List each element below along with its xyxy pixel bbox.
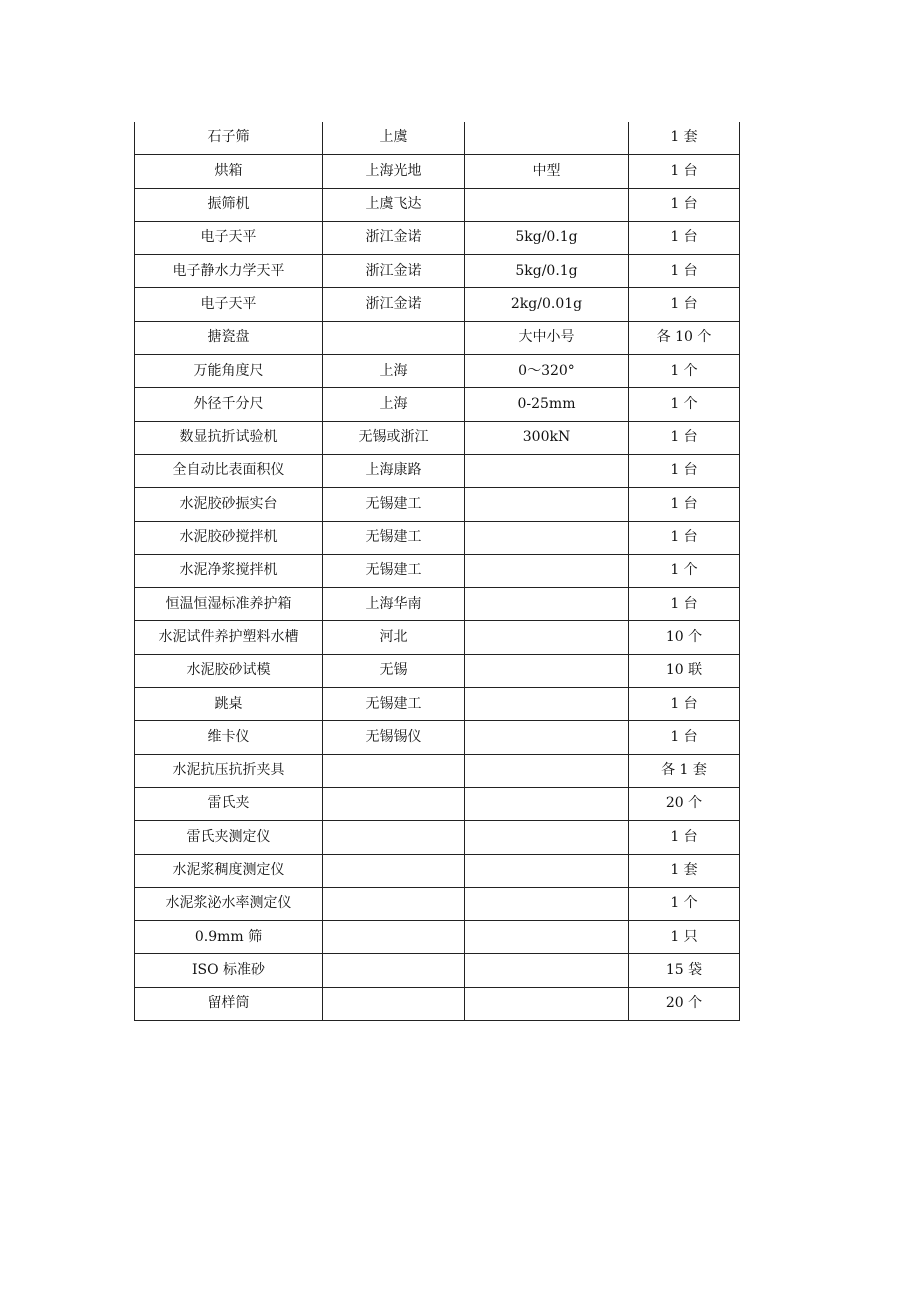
equipment-table-body xyxy=(135,122,740,1021)
quantity-cell: 1 台 xyxy=(629,155,740,188)
quantity-cell: 1 台 xyxy=(629,521,740,554)
manufacturer-cell: 上虞飞达 xyxy=(323,188,465,221)
quantity-cell: 1 个 xyxy=(629,355,740,388)
specification-cell: 2kg/0.01g xyxy=(465,288,629,321)
specification-cell xyxy=(465,921,629,954)
manufacturer-cell: 浙江金诺 xyxy=(323,255,465,288)
manufacturer-cell: 上海光地 xyxy=(323,155,465,188)
equipment-name-cell: 石子筛 xyxy=(135,122,323,155)
table-row xyxy=(135,887,740,920)
quantity-cell: 10 联 xyxy=(629,654,740,687)
table-row xyxy=(135,155,740,188)
manufacturer-cell xyxy=(323,921,465,954)
manufacturer-cell xyxy=(323,987,465,1020)
manufacturer-cell xyxy=(323,754,465,787)
specification-cell xyxy=(465,454,629,487)
manufacturer-cell: 上虞 xyxy=(323,122,465,155)
quantity-cell: 1 台 xyxy=(629,688,740,721)
table-row xyxy=(135,921,740,954)
manufacturer-cell xyxy=(323,787,465,820)
table-row xyxy=(135,954,740,987)
quantity-cell: 1 台 xyxy=(629,255,740,288)
quantity-cell: 各 10 个 xyxy=(629,321,740,354)
equipment-table xyxy=(134,122,740,1021)
quantity-cell: 1 台 xyxy=(629,454,740,487)
equipment-name-cell: 水泥浆泌水率测定仪 xyxy=(135,887,323,920)
equipment-name-cell: 水泥胶砂试模 xyxy=(135,654,323,687)
specification-cell: 5kg/0.1g xyxy=(465,221,629,254)
table-row xyxy=(135,787,740,820)
manufacturer-cell xyxy=(323,854,465,887)
specification-cell xyxy=(465,754,629,787)
table-row xyxy=(135,987,740,1020)
quantity-cell: 20 个 xyxy=(629,987,740,1020)
equipment-name-cell: ISO 标准砂 xyxy=(135,954,323,987)
quantity-cell: 1 台 xyxy=(629,721,740,754)
equipment-name-cell: 外径千分尺 xyxy=(135,388,323,421)
manufacturer-cell xyxy=(323,821,465,854)
equipment-name-cell: 电子天平 xyxy=(135,288,323,321)
table-row xyxy=(135,355,740,388)
specification-cell xyxy=(465,721,629,754)
quantity-cell: 1 套 xyxy=(629,854,740,887)
equipment-name-cell: 水泥胶砂振实台 xyxy=(135,488,323,521)
manufacturer-cell: 上海 xyxy=(323,355,465,388)
table-row xyxy=(135,554,740,587)
quantity-cell: 1 套 xyxy=(629,122,740,155)
manufacturer-cell: 上海康路 xyxy=(323,454,465,487)
table-row xyxy=(135,688,740,721)
specification-cell: 0-25mm xyxy=(465,388,629,421)
table-row xyxy=(135,521,740,554)
equipment-name-cell: 水泥浆稠度测定仪 xyxy=(135,854,323,887)
table-row xyxy=(135,388,740,421)
manufacturer-cell: 无锡或浙江 xyxy=(323,421,465,454)
specification-cell xyxy=(465,588,629,621)
table-row xyxy=(135,754,740,787)
specification-cell xyxy=(465,188,629,221)
table-row xyxy=(135,288,740,321)
equipment-name-cell: 雷氏夹 xyxy=(135,787,323,820)
equipment-name-cell: 烘箱 xyxy=(135,155,323,188)
specification-cell xyxy=(465,521,629,554)
table-row xyxy=(135,621,740,654)
equipment-name-cell: 电子静水力学天平 xyxy=(135,255,323,288)
specification-cell xyxy=(465,554,629,587)
manufacturer-cell xyxy=(323,887,465,920)
specification-cell xyxy=(465,688,629,721)
quantity-cell: 10 个 xyxy=(629,621,740,654)
quantity-cell: 1 台 xyxy=(629,421,740,454)
manufacturer-cell: 无锡 xyxy=(323,654,465,687)
quantity-cell: 1 台 xyxy=(629,221,740,254)
specification-cell: 0～320° xyxy=(465,355,629,388)
quantity-cell: 20 个 xyxy=(629,787,740,820)
quantity-cell: 1 个 xyxy=(629,887,740,920)
table-row xyxy=(135,221,740,254)
manufacturer-cell: 无锡建工 xyxy=(323,688,465,721)
equipment-name-cell: 数显抗折试验机 xyxy=(135,421,323,454)
specification-cell xyxy=(465,987,629,1020)
equipment-name-cell: 0.9mm 筛 xyxy=(135,921,323,954)
equipment-name-cell: 万能角度尺 xyxy=(135,355,323,388)
specification-cell: 大中小号 xyxy=(465,321,629,354)
manufacturer-cell: 上海华南 xyxy=(323,588,465,621)
equipment-name-cell: 水泥胶砂搅拌机 xyxy=(135,521,323,554)
equipment-name-cell: 水泥抗压抗折夹具 xyxy=(135,754,323,787)
manufacturer-cell xyxy=(323,321,465,354)
manufacturer-cell xyxy=(323,954,465,987)
quantity-cell: 1 台 xyxy=(629,188,740,221)
manufacturer-cell: 无锡建工 xyxy=(323,488,465,521)
table-row xyxy=(135,588,740,621)
table-row xyxy=(135,454,740,487)
table-row xyxy=(135,421,740,454)
table-row xyxy=(135,255,740,288)
equipment-name-cell: 水泥试件养护塑料水槽 xyxy=(135,621,323,654)
specification-cell xyxy=(465,821,629,854)
equipment-name-cell: 水泥净浆搅拌机 xyxy=(135,554,323,587)
quantity-cell: 各 1 套 xyxy=(629,754,740,787)
manufacturer-cell: 无锡建工 xyxy=(323,554,465,587)
quantity-cell: 15 袋 xyxy=(629,954,740,987)
manufacturer-cell: 上海 xyxy=(323,388,465,421)
specification-cell xyxy=(465,621,629,654)
equipment-name-cell: 留样筒 xyxy=(135,987,323,1020)
quantity-cell: 1 个 xyxy=(629,388,740,421)
specification-cell: 300kN xyxy=(465,421,629,454)
table-row xyxy=(135,854,740,887)
equipment-name-cell: 搪瓷盘 xyxy=(135,321,323,354)
table-row xyxy=(135,188,740,221)
equipment-name-cell: 振筛机 xyxy=(135,188,323,221)
specification-cell xyxy=(465,954,629,987)
specification-cell xyxy=(465,854,629,887)
table-row xyxy=(135,654,740,687)
quantity-cell: 1 只 xyxy=(629,921,740,954)
equipment-name-cell: 跳桌 xyxy=(135,688,323,721)
quantity-cell: 1 台 xyxy=(629,588,740,621)
equipment-name-cell: 维卡仪 xyxy=(135,721,323,754)
specification-cell xyxy=(465,654,629,687)
specification-cell: 中型 xyxy=(465,155,629,188)
quantity-cell: 1 台 xyxy=(629,488,740,521)
specification-cell xyxy=(465,887,629,920)
table-row xyxy=(135,821,740,854)
manufacturer-cell: 无锡建工 xyxy=(323,521,465,554)
specification-cell xyxy=(465,488,629,521)
table-row xyxy=(135,122,740,155)
manufacturer-cell: 无锡锡仪 xyxy=(323,721,465,754)
table-row xyxy=(135,721,740,754)
quantity-cell: 1 台 xyxy=(629,288,740,321)
manufacturer-cell: 浙江金诺 xyxy=(323,288,465,321)
equipment-name-cell: 全自动比表面积仪 xyxy=(135,454,323,487)
specification-cell: 5kg/0.1g xyxy=(465,255,629,288)
specification-cell xyxy=(465,787,629,820)
equipment-name-cell: 电子天平 xyxy=(135,221,323,254)
table-row xyxy=(135,321,740,354)
quantity-cell: 1 台 xyxy=(629,821,740,854)
specification-cell xyxy=(465,122,629,155)
table-row xyxy=(135,488,740,521)
equipment-name-cell: 雷氏夹测定仪 xyxy=(135,821,323,854)
quantity-cell: 1 个 xyxy=(629,554,740,587)
manufacturer-cell: 浙江金诺 xyxy=(323,221,465,254)
equipment-name-cell: 恒温恒湿标准养护箱 xyxy=(135,588,323,621)
manufacturer-cell: 河北 xyxy=(323,621,465,654)
